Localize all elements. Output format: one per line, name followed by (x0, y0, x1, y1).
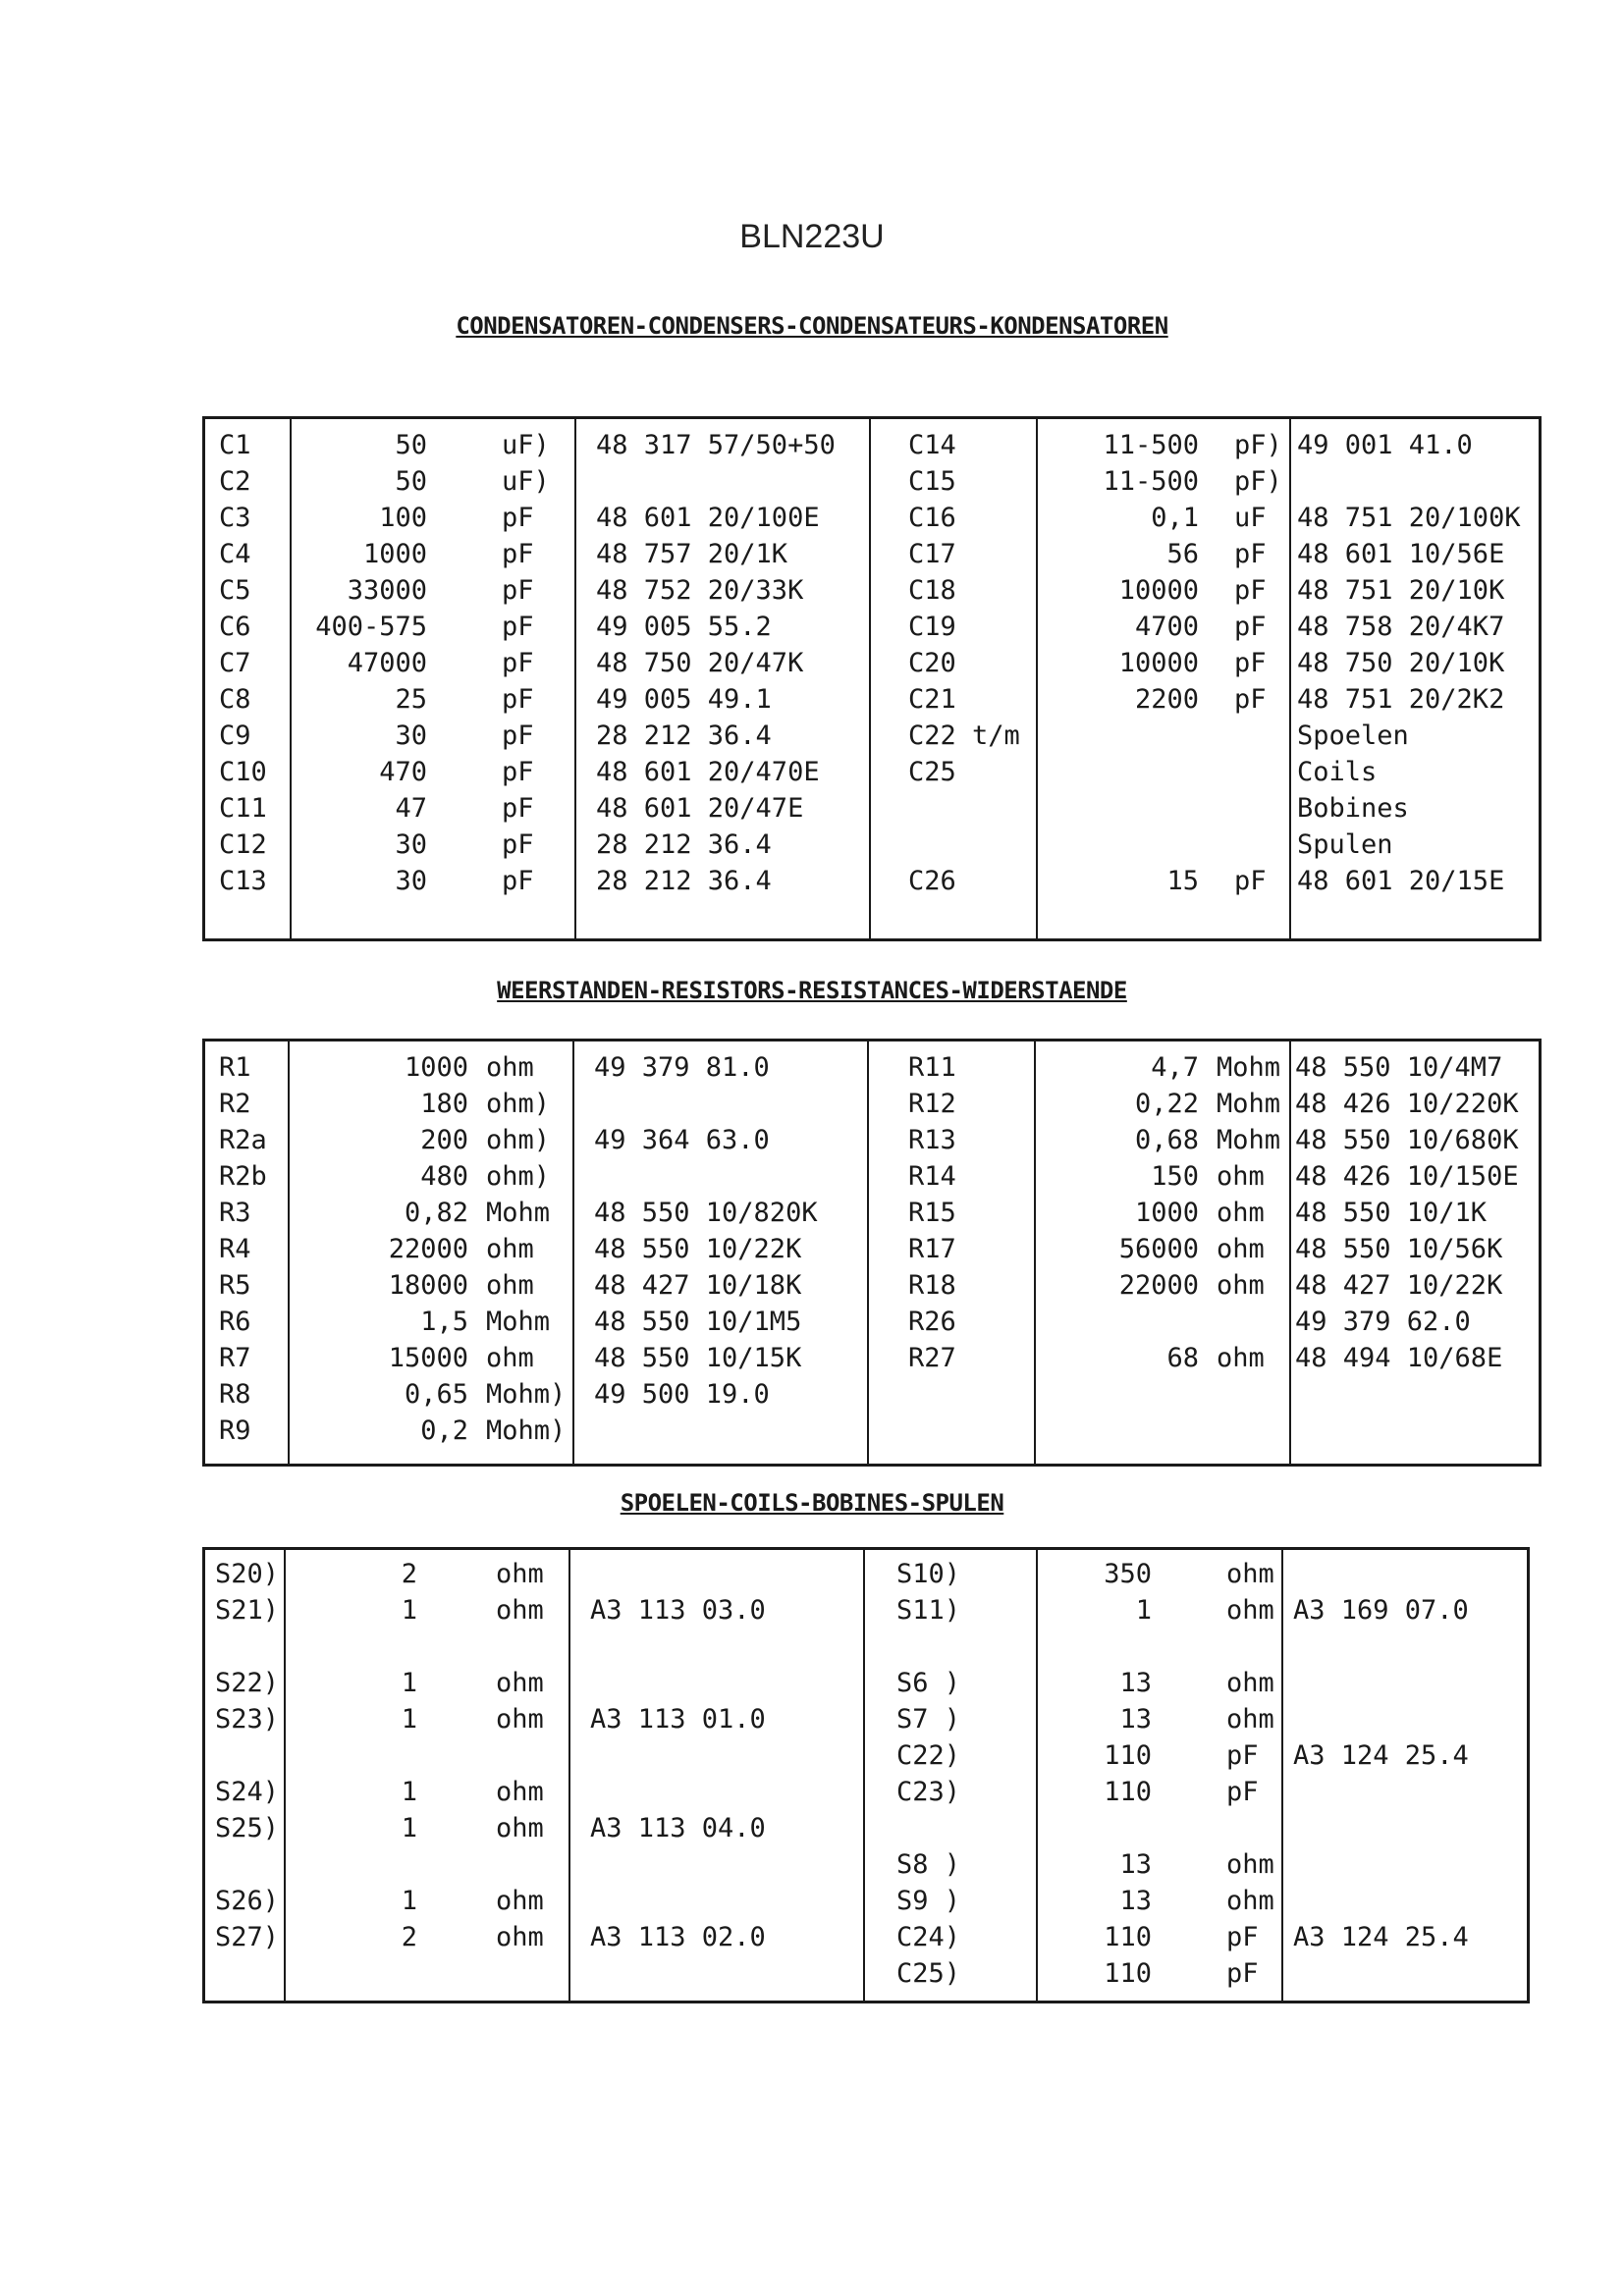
part-ref: S22) (215, 1668, 280, 1698)
part-code: A3 124 25.4 (1293, 1922, 1469, 1952)
part-ref: C22) (896, 1740, 961, 1771)
part-value: 50 (395, 466, 427, 497)
part-unit: Mohm (1217, 1052, 1281, 1083)
coils-row-right (205, 1848, 1527, 1882)
capacitors-row-right (205, 720, 1539, 753)
part-unit: ohm (1226, 1559, 1274, 1589)
capacitors-row-right (205, 865, 1539, 898)
part-code: 49 500 19.0 (594, 1379, 770, 1410)
part-ref: R11 (908, 1052, 956, 1083)
part-code: 48 427 10/18K (594, 1270, 802, 1301)
part-ref: R2 (219, 1089, 251, 1119)
part-value: 56 (1166, 539, 1199, 569)
part-unit: pF (502, 793, 534, 824)
resistors-row-right (205, 1124, 1539, 1157)
part-unit: pF) (1234, 466, 1282, 497)
part-ref: C2 (219, 466, 251, 497)
part-ref: R4 (219, 1234, 251, 1264)
part-ref: C5 (219, 575, 251, 606)
part-code: 49 005 49.1 (596, 684, 772, 715)
part-unit: pF (502, 575, 534, 606)
part-unit: pF (1226, 1958, 1259, 1989)
part-ref: C10 (219, 757, 267, 787)
part-code: 48 550 10/680K (1295, 1125, 1519, 1155)
coils-row-right (205, 1739, 1527, 1773)
part-value: 25 (395, 684, 427, 715)
part-value: 2200 (1134, 684, 1199, 715)
part-unit: ohm (486, 1270, 534, 1301)
part-value: 56000 (1118, 1234, 1199, 1264)
part-unit: pF (1226, 1922, 1259, 1952)
part-ref: R18 (908, 1270, 956, 1301)
part-ref: R14 (908, 1161, 956, 1192)
part-ref: R5 (219, 1270, 251, 1301)
part-value: 18000 (388, 1270, 468, 1301)
part-unit: ohm) (486, 1089, 551, 1119)
part-code: A3 113 01.0 (590, 1704, 766, 1735)
part-unit: uF) (502, 466, 550, 497)
part-code: A3 124 25.4 (1293, 1740, 1469, 1771)
part-code: 48 601 20/47E (596, 793, 804, 824)
capacitors-row-right (205, 502, 1539, 535)
part-code: 49 379 62.0 (1295, 1307, 1471, 1337)
part-code: 48 550 10/1K (1295, 1198, 1488, 1228)
capacitors-row-right (205, 538, 1539, 571)
part-value: 150 (1151, 1161, 1199, 1192)
coils-row-right (205, 1776, 1527, 1809)
part-ref: S21) (215, 1595, 280, 1626)
resistors-row-right (205, 1306, 1539, 1339)
part-code: 28 212 36.4 (596, 829, 772, 860)
part-ref: R1 (219, 1052, 251, 1083)
part-ref: C13 (219, 866, 267, 896)
resistors-row-right (205, 1269, 1539, 1303)
capacitors-row-right (205, 429, 1539, 462)
part-code: 48 427 10/22K (1295, 1270, 1503, 1301)
coils-row-right (205, 1667, 1527, 1700)
part-ref: R12 (908, 1089, 956, 1119)
part-unit: ohm (496, 1668, 544, 1698)
part-ref: S7 ) (896, 1704, 961, 1735)
part-ref: C26 (908, 866, 956, 896)
part-ref: S20) (215, 1559, 280, 1589)
part-value: 200 (420, 1125, 468, 1155)
part-value: 1 (401, 1595, 417, 1626)
part-value: 1 (401, 1813, 417, 1843)
resistors-row-right (205, 1051, 1539, 1085)
part-value: 110 (1104, 1740, 1152, 1771)
part-value: 15000 (388, 1343, 468, 1373)
part-ref: R2b (219, 1161, 267, 1192)
part-value: 110 (1104, 1958, 1152, 1989)
part-ref: C9 (219, 721, 251, 751)
part-unit: pF (502, 648, 534, 678)
part-unit: pF (502, 684, 534, 715)
part-ref: R9 (219, 1415, 251, 1446)
part-unit: Mohm (1217, 1089, 1281, 1119)
coils-row-right (205, 1812, 1527, 1845)
part-ref: C23) (896, 1777, 961, 1807)
part-code: 48 601 20/15E (1297, 866, 1505, 896)
part-ref: C12 (219, 829, 267, 860)
part-ref: R2a (219, 1125, 267, 1155)
part-code: Spoelen (1297, 721, 1409, 751)
coils-table (202, 1547, 1530, 2003)
part-value: 1000 (362, 539, 427, 569)
part-value: 13 (1119, 1668, 1152, 1698)
part-ref: R27 (908, 1343, 956, 1373)
part-ref: S25) (215, 1813, 280, 1843)
part-value: 0,82 (404, 1198, 468, 1228)
part-unit: pF (1234, 612, 1267, 642)
part-ref: C15 (908, 466, 956, 497)
part-value: 11-500 (1103, 466, 1199, 497)
part-value: 0,65 (404, 1379, 468, 1410)
part-unit: pF (1234, 866, 1267, 896)
part-ref: R15 (908, 1198, 956, 1228)
part-code: 48 550 10/4M7 (1295, 1052, 1503, 1083)
part-unit: ohm (1226, 1704, 1274, 1735)
part-ref: S10) (896, 1559, 961, 1589)
part-ref: R26 (908, 1307, 956, 1337)
part-unit: Mohm (486, 1307, 551, 1337)
part-value: 50 (395, 430, 427, 460)
part-value: 180 (420, 1089, 468, 1119)
part-value: 4,7 (1151, 1052, 1199, 1083)
part-value: 2 (401, 1559, 417, 1589)
part-code: 48 757 20/1K (596, 539, 788, 569)
capacitors-row-right (205, 647, 1539, 680)
part-unit: Mohm (486, 1198, 551, 1228)
part-code: 48 601 20/470E (596, 757, 820, 787)
part-unit: Mohm) (486, 1379, 567, 1410)
part-code: 48 750 20/47K (596, 648, 804, 678)
capacitors-row-right (205, 611, 1539, 644)
resistors-row-right (205, 1160, 1539, 1194)
part-code: Bobines (1297, 793, 1409, 824)
capacitors-row-right (205, 828, 1539, 862)
part-value: 480 (420, 1161, 468, 1192)
part-value: 47000 (347, 648, 427, 678)
part-value: 1000 (1134, 1198, 1199, 1228)
part-unit: pF (1234, 684, 1267, 715)
part-code: 48 550 10/15K (594, 1343, 802, 1373)
part-code: 48 317 57/50+50 (596, 430, 836, 460)
part-code: 48 550 10/820K (594, 1198, 818, 1228)
part-unit: pF (502, 503, 534, 533)
part-unit: pF (1226, 1740, 1259, 1771)
part-unit: pF (1234, 539, 1267, 569)
part-unit: ohm) (486, 1161, 551, 1192)
part-value: 30 (395, 866, 427, 896)
part-value: 2 (401, 1922, 417, 1952)
part-code: 48 751 20/2K2 (1297, 684, 1505, 715)
part-unit: ohm (1226, 1668, 1274, 1698)
part-code: 48 494 10/68E (1295, 1343, 1503, 1373)
document-code: BLN223U (739, 218, 885, 255)
part-ref: C11 (219, 793, 267, 824)
part-unit: ohm (486, 1234, 534, 1264)
part-value: 400-575 (315, 612, 427, 642)
coils-row-right (205, 1921, 1527, 1954)
part-unit: uF) (502, 430, 550, 460)
part-ref: C21 (908, 684, 956, 715)
part-unit: pF (502, 612, 534, 642)
part-unit: pF (502, 539, 534, 569)
resistors-row-right (205, 1233, 1539, 1266)
part-unit: pF (1234, 575, 1267, 606)
capacitors-table (202, 416, 1542, 941)
part-unit: pF) (1234, 430, 1282, 460)
part-code: 28 212 36.4 (596, 866, 772, 896)
part-unit: Mohm (1217, 1125, 1281, 1155)
part-code: A3 113 04.0 (590, 1813, 766, 1843)
part-code: 48 550 10/22K (594, 1234, 802, 1264)
part-ref: S24) (215, 1777, 280, 1807)
capacitors-row-right (205, 574, 1539, 608)
part-unit: pF (502, 757, 534, 787)
part-value: 1 (401, 1704, 417, 1735)
part-unit: uF (1234, 503, 1267, 533)
part-ref: R3 (219, 1198, 251, 1228)
part-code: A3 113 02.0 (590, 1922, 766, 1952)
resistors-row-right (205, 1088, 1539, 1121)
part-unit: pF (502, 721, 534, 751)
part-ref: C20 (908, 648, 956, 678)
part-unit: ohm (496, 1559, 544, 1589)
part-unit: pF (1226, 1777, 1259, 1807)
part-code: Coils (1297, 757, 1378, 787)
part-ref: C4 (219, 539, 251, 569)
coils-row-right (205, 1885, 1527, 1918)
part-value: 0,68 (1134, 1125, 1199, 1155)
part-value: 30 (395, 829, 427, 860)
part-value: 100 (379, 503, 427, 533)
part-code: 48 751 20/100K (1297, 503, 1521, 533)
coils-heading: SPOELEN-COILS-BOBINES-SPULEN (620, 1489, 1004, 1517)
part-value: 22000 (388, 1234, 468, 1264)
part-ref: R7 (219, 1343, 251, 1373)
part-ref: C22 t/m (908, 721, 1020, 751)
part-ref: C25) (896, 1958, 961, 1989)
part-code: A3 169 07.0 (1293, 1595, 1469, 1626)
part-value: 30 (395, 721, 427, 751)
part-unit: ohm (1217, 1270, 1265, 1301)
part-value: 0,22 (1134, 1089, 1199, 1119)
part-ref: R8 (219, 1379, 251, 1410)
part-code: 49 001 41.0 (1297, 430, 1473, 460)
part-value: 22000 (1118, 1270, 1199, 1301)
part-ref: R17 (908, 1234, 956, 1264)
coils-row-right (205, 1558, 1527, 1591)
part-unit: ohm (486, 1343, 534, 1373)
part-value: 10000 (1118, 575, 1199, 606)
capacitors-heading: CONDENSATOREN-CONDENSERS-CONDENSATEURS-KONDENSATOREN (456, 312, 1168, 340)
part-value: 13 (1119, 1849, 1152, 1880)
resistors-row-right (205, 1197, 1539, 1230)
part-unit: pF (502, 829, 534, 860)
capacitors-row-right (205, 792, 1539, 826)
part-value: 4700 (1134, 612, 1199, 642)
part-ref: C24) (896, 1922, 961, 1952)
part-value: 33000 (347, 575, 427, 606)
part-value: 1 (401, 1886, 417, 1916)
part-unit: ohm (496, 1704, 544, 1735)
resistors-row-right (205, 1415, 1539, 1448)
part-unit: ohm (1217, 1234, 1265, 1264)
part-ref: S6 ) (896, 1668, 961, 1698)
part-ref: S9 ) (896, 1886, 961, 1916)
resistors-table (202, 1039, 1542, 1467)
part-unit: ohm (1217, 1161, 1265, 1192)
coils-row-right (205, 1957, 1527, 1991)
part-unit: ohm (496, 1813, 544, 1843)
part-value: 0,1 (1151, 503, 1199, 533)
part-unit: ohm (1217, 1198, 1265, 1228)
resistors-row-right (205, 1342, 1539, 1375)
part-ref: S11) (896, 1595, 961, 1626)
part-value: 10000 (1118, 648, 1199, 678)
part-ref: C25 (908, 757, 956, 787)
part-code: 48 426 10/150E (1295, 1161, 1519, 1192)
part-ref: C3 (219, 503, 251, 533)
capacitors-row-right (205, 465, 1539, 499)
part-value: 350 (1104, 1559, 1152, 1589)
part-unit: pF (1234, 648, 1267, 678)
part-code: 48 752 20/33K (596, 575, 804, 606)
part-code: 49 364 63.0 (594, 1125, 770, 1155)
part-value: 11-500 (1103, 430, 1199, 460)
part-ref: C14 (908, 430, 956, 460)
part-value: 110 (1104, 1777, 1152, 1807)
part-value: 1000 (404, 1052, 468, 1083)
part-code: 48 751 20/10K (1297, 575, 1505, 606)
part-value: 1 (401, 1668, 417, 1698)
part-unit: ohm (1226, 1849, 1274, 1880)
capacitors-row-right (205, 683, 1539, 717)
part-value: 68 (1166, 1343, 1199, 1373)
part-ref: C18 (908, 575, 956, 606)
part-unit: ohm (496, 1886, 544, 1916)
part-value: 1 (1135, 1595, 1152, 1626)
part-code: 28 212 36.4 (596, 721, 772, 751)
part-value: 15 (1166, 866, 1199, 896)
part-ref: C17 (908, 539, 956, 569)
part-value: 1 (401, 1777, 417, 1807)
part-code: Spulen (1297, 829, 1393, 860)
part-code: A3 113 03.0 (590, 1595, 766, 1626)
part-unit: ohm (1226, 1595, 1274, 1626)
part-code: 48 758 20/4K7 (1297, 612, 1505, 642)
part-code: 48 550 10/1M5 (594, 1307, 802, 1337)
coils-row-right (205, 1703, 1527, 1736)
capacitors-row-right (205, 756, 1539, 789)
resistors-heading: WEERSTANDEN-RESISTORS-RESISTANCES-WIDERSTAENDE (497, 977, 1127, 1004)
part-code: 48 750 20/10K (1297, 648, 1505, 678)
resistors-row-right (205, 1378, 1539, 1412)
part-value: 470 (379, 757, 427, 787)
part-ref: C8 (219, 684, 251, 715)
part-unit: ohm (1226, 1886, 1274, 1916)
part-ref: C16 (908, 503, 956, 533)
part-ref: R13 (908, 1125, 956, 1155)
part-ref: C7 (219, 648, 251, 678)
part-ref: C19 (908, 612, 956, 642)
part-code: 48 426 10/220K (1295, 1089, 1519, 1119)
part-code: 48 601 10/56E (1297, 539, 1505, 569)
part-unit: Mohm) (486, 1415, 567, 1446)
part-unit: pF (502, 866, 534, 896)
part-value: 0,2 (420, 1415, 468, 1446)
part-value: 110 (1104, 1922, 1152, 1952)
part-ref: C6 (219, 612, 251, 642)
part-unit: ohm (1217, 1343, 1265, 1373)
part-unit: ohm (486, 1052, 534, 1083)
part-code: 48 601 20/100E (596, 503, 820, 533)
part-ref: R6 (219, 1307, 251, 1337)
part-ref: C1 (219, 430, 251, 460)
part-ref: S23) (215, 1704, 280, 1735)
part-ref: S27) (215, 1922, 280, 1952)
part-value: 47 (395, 793, 427, 824)
coils-row-right (205, 1594, 1527, 1628)
part-unit: ohm (496, 1777, 544, 1807)
part-value: 1,5 (420, 1307, 468, 1337)
part-value: 13 (1119, 1886, 1152, 1916)
part-unit: ohm (496, 1595, 544, 1626)
coils-row-right (205, 1630, 1527, 1664)
part-code: 49 379 81.0 (594, 1052, 770, 1083)
part-code: 48 550 10/56K (1295, 1234, 1503, 1264)
part-ref: S26) (215, 1886, 280, 1916)
part-unit: ohm (496, 1922, 544, 1952)
part-value: 13 (1119, 1704, 1152, 1735)
part-ref: S8 ) (896, 1849, 961, 1880)
part-unit: ohm) (486, 1125, 551, 1155)
part-code: 49 005 55.2 (596, 612, 772, 642)
